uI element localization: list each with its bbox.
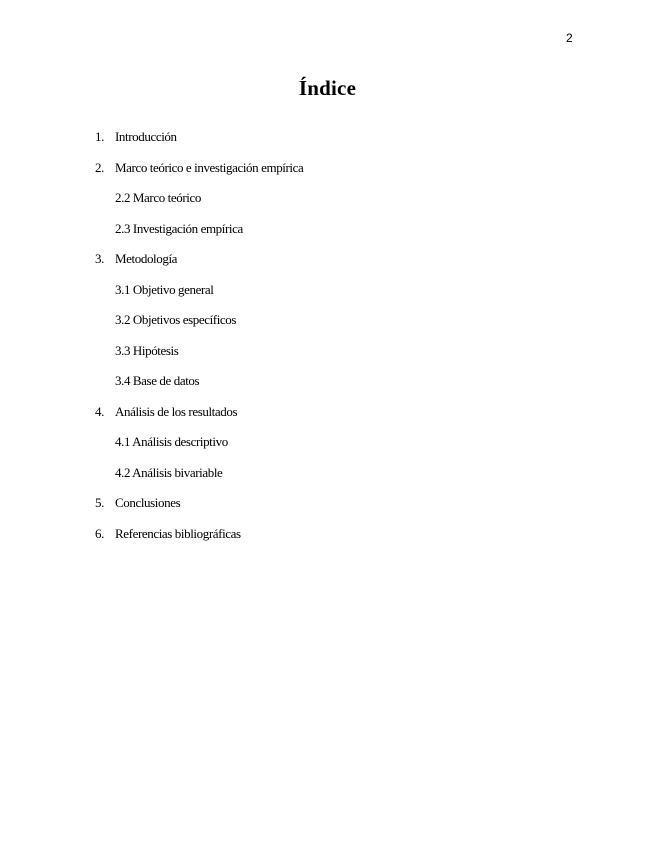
toc-subentry-label: 4.2 Análisis bivariable — [115, 464, 223, 480]
toc-entry-number: 6. — [95, 525, 104, 541]
toc-subentry-label: 3.4 Base de datos — [115, 373, 200, 388]
toc-subentry-label: 3.1 Objetivo general — [115, 281, 214, 297]
toc-subentry — [0, 189, 655, 220]
toc-entry-label: Introducción — [115, 129, 177, 144]
toc-subentry-label: 2.3 Investigación empírica — [115, 220, 243, 236]
toc-subentry-label: 2.2 Marco teórico — [115, 190, 201, 205]
toc-subentry-label: 3.3 Hipótesis — [115, 342, 179, 358]
toc-entry — [0, 525, 655, 556]
toc-entry — [0, 250, 655, 281]
toc-entry-label: Referencias bibliográficas — [115, 525, 241, 541]
toc-entry — [0, 159, 655, 190]
toc-subentry — [0, 372, 655, 403]
toc-entry-label: Análisis de los resultados — [115, 403, 238, 419]
toc-subentry — [0, 281, 655, 312]
page-number: 2 — [566, 31, 573, 45]
toc-entry — [0, 128, 655, 159]
toc-subentry — [0, 433, 655, 464]
toc-entry-number: 4. — [95, 403, 104, 419]
toc-subentry-label: 3.2 Objetivos específicos — [115, 312, 237, 327]
toc-entry-number: 3. — [95, 251, 104, 266]
toc-subentry — [0, 464, 655, 495]
toc-subentry — [0, 311, 655, 342]
toc-subentry — [0, 342, 655, 373]
toc-entry-number: 5. — [95, 495, 104, 510]
toc-entry-label: Conclusiones — [115, 495, 181, 510]
toc-entry-number: 1. — [95, 129, 104, 144]
toc-entry-label: Marco teórico e investigación empírica — [115, 159, 304, 175]
toc-entry — [0, 494, 655, 525]
toc-subentry-label: 4.1 Análisis descriptivo — [115, 434, 228, 449]
table-of-contents — [0, 128, 655, 555]
toc-subentry — [0, 220, 655, 251]
page-title: Índice — [298, 76, 357, 100]
toc-entry-label: Metodología — [115, 251, 178, 266]
toc-entry — [0, 403, 655, 434]
toc-entry-number: 2. — [95, 159, 104, 175]
